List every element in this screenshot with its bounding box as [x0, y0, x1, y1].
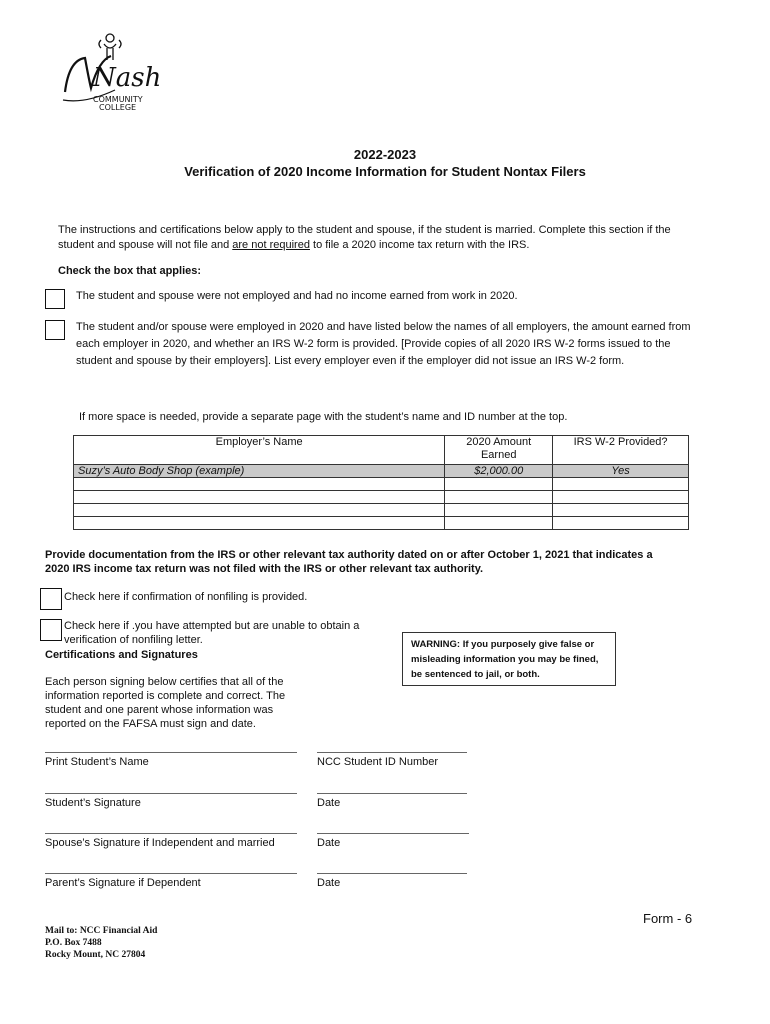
nonfiling-unable-label: Check here if .you have attempted but are unable to obtain a verification of nonfiling letter. — [64, 620, 360, 646]
example-w2: Yes — [553, 465, 689, 478]
print-name-label: Print Student’s Name — [45, 756, 149, 768]
date-label: Date — [317, 877, 341, 889]
signature-line[interactable] — [317, 752, 467, 753]
signature-line[interactable] — [317, 793, 467, 794]
option-employed-checkbox[interactable] — [45, 320, 65, 340]
mailing-address: Mail to: NCC Financial Aid P.O. Box 7488 Rocky Mount, NC 27804 — [45, 926, 158, 960]
col-employer-name: Employer’s Name — [74, 436, 445, 465]
table-header-row — [74, 436, 689, 465]
college-logo — [55, 30, 165, 120]
col-amount-earned: 2020 Amount Earned — [445, 436, 553, 465]
example-amount: $2,000.00 — [445, 465, 553, 478]
logo-word: Nash — [93, 63, 162, 93]
student-id-label: NCC Student ID Number — [317, 756, 439, 768]
nonfiling-unable-checkbox[interactable] — [40, 619, 62, 641]
cert-heading: Certifications and Signatures — [45, 649, 198, 661]
logo-line2: COLLEGE — [99, 103, 137, 112]
date-label: Date — [317, 837, 341, 849]
parent-signature-label: Parent’s Signature if Dependent — [45, 877, 201, 889]
nonfiling-confirmed-label: Check here if confirmation of nonfiling is provided. — [64, 591, 308, 603]
date-label: Date — [317, 797, 341, 809]
signature-line[interactable] — [45, 793, 297, 794]
check-heading: Check the box that applies: — [58, 265, 202, 277]
table-row-example — [74, 465, 689, 478]
warning-box: WARNING: If you purposely give false or misleading information you may be fined, be sentenced to jail, or both. — [402, 632, 616, 686]
signature-line[interactable] — [317, 873, 467, 874]
table-row[interactable] — [74, 491, 689, 504]
cert-text: Each person signing below certifies that all of the information reported is complete and correct. The student and one parent whose information was reported on the FAFSA must sign and date. — [45, 676, 286, 730]
signature-line[interactable] — [45, 833, 297, 834]
nonfiling-confirmed-checkbox[interactable] — [40, 588, 62, 610]
form-year: 2022-2023 — [353, 147, 417, 162]
table-row[interactable] — [74, 478, 689, 491]
option-employed-label: The student and/or spouse were employed in 2020 and have listed below the names of all employers, the amount earned from each employer in 2020, and whether an IRS W-2 form is provided. [Provide copies of all 2020 IRS W-2 forms issued to the student and spouse by their employers]. List every employer even if the employer did not issue an IRS W-2 form. — [76, 321, 691, 367]
signature-line[interactable] — [45, 752, 297, 753]
option-no-income-checkbox[interactable] — [45, 289, 65, 309]
employer-table — [73, 435, 689, 530]
col-w2-provided: IRS W-2 Provided? — [553, 436, 689, 465]
form-number: Form - 6 — [643, 911, 693, 926]
example-employer: Suzy’s Auto Body Shop (example) — [74, 465, 445, 478]
signature-line[interactable] — [45, 873, 297, 874]
option-no-income-label: The student and spouse were not employed and had no income earned from work in 2020. — [76, 290, 518, 302]
documentation-note: Provide documentation from the IRS or other relevant tax authority dated on or after October 1, 2021 that indicates a 2020 IRS income tax return was not filed with the IRS or other relevant tax authority. — [45, 549, 653, 575]
student-signature-label: Student’s Signature — [45, 797, 141, 809]
more-space-note: If more space is needed, provide a separate page with the student’s name and ID number at the top. — [79, 411, 568, 423]
logo-line1: COMMUNITY — [93, 95, 143, 104]
table-row[interactable] — [74, 517, 689, 530]
intro-paragraph: The instructions and certifications below apply to the student and spouse, if the student is married. Complete this section if the student and spouse will not file and are not required to file a 2020 income tax return with the IRS. — [58, 224, 671, 251]
signature-line[interactable] — [317, 833, 469, 834]
spouse-signature-label: Spouse’s Signature if Independent and married — [45, 837, 275, 849]
table-row[interactable] — [74, 504, 689, 517]
form-title: Verification of 2020 Income Information for Student Nontax Filers — [184, 164, 586, 179]
